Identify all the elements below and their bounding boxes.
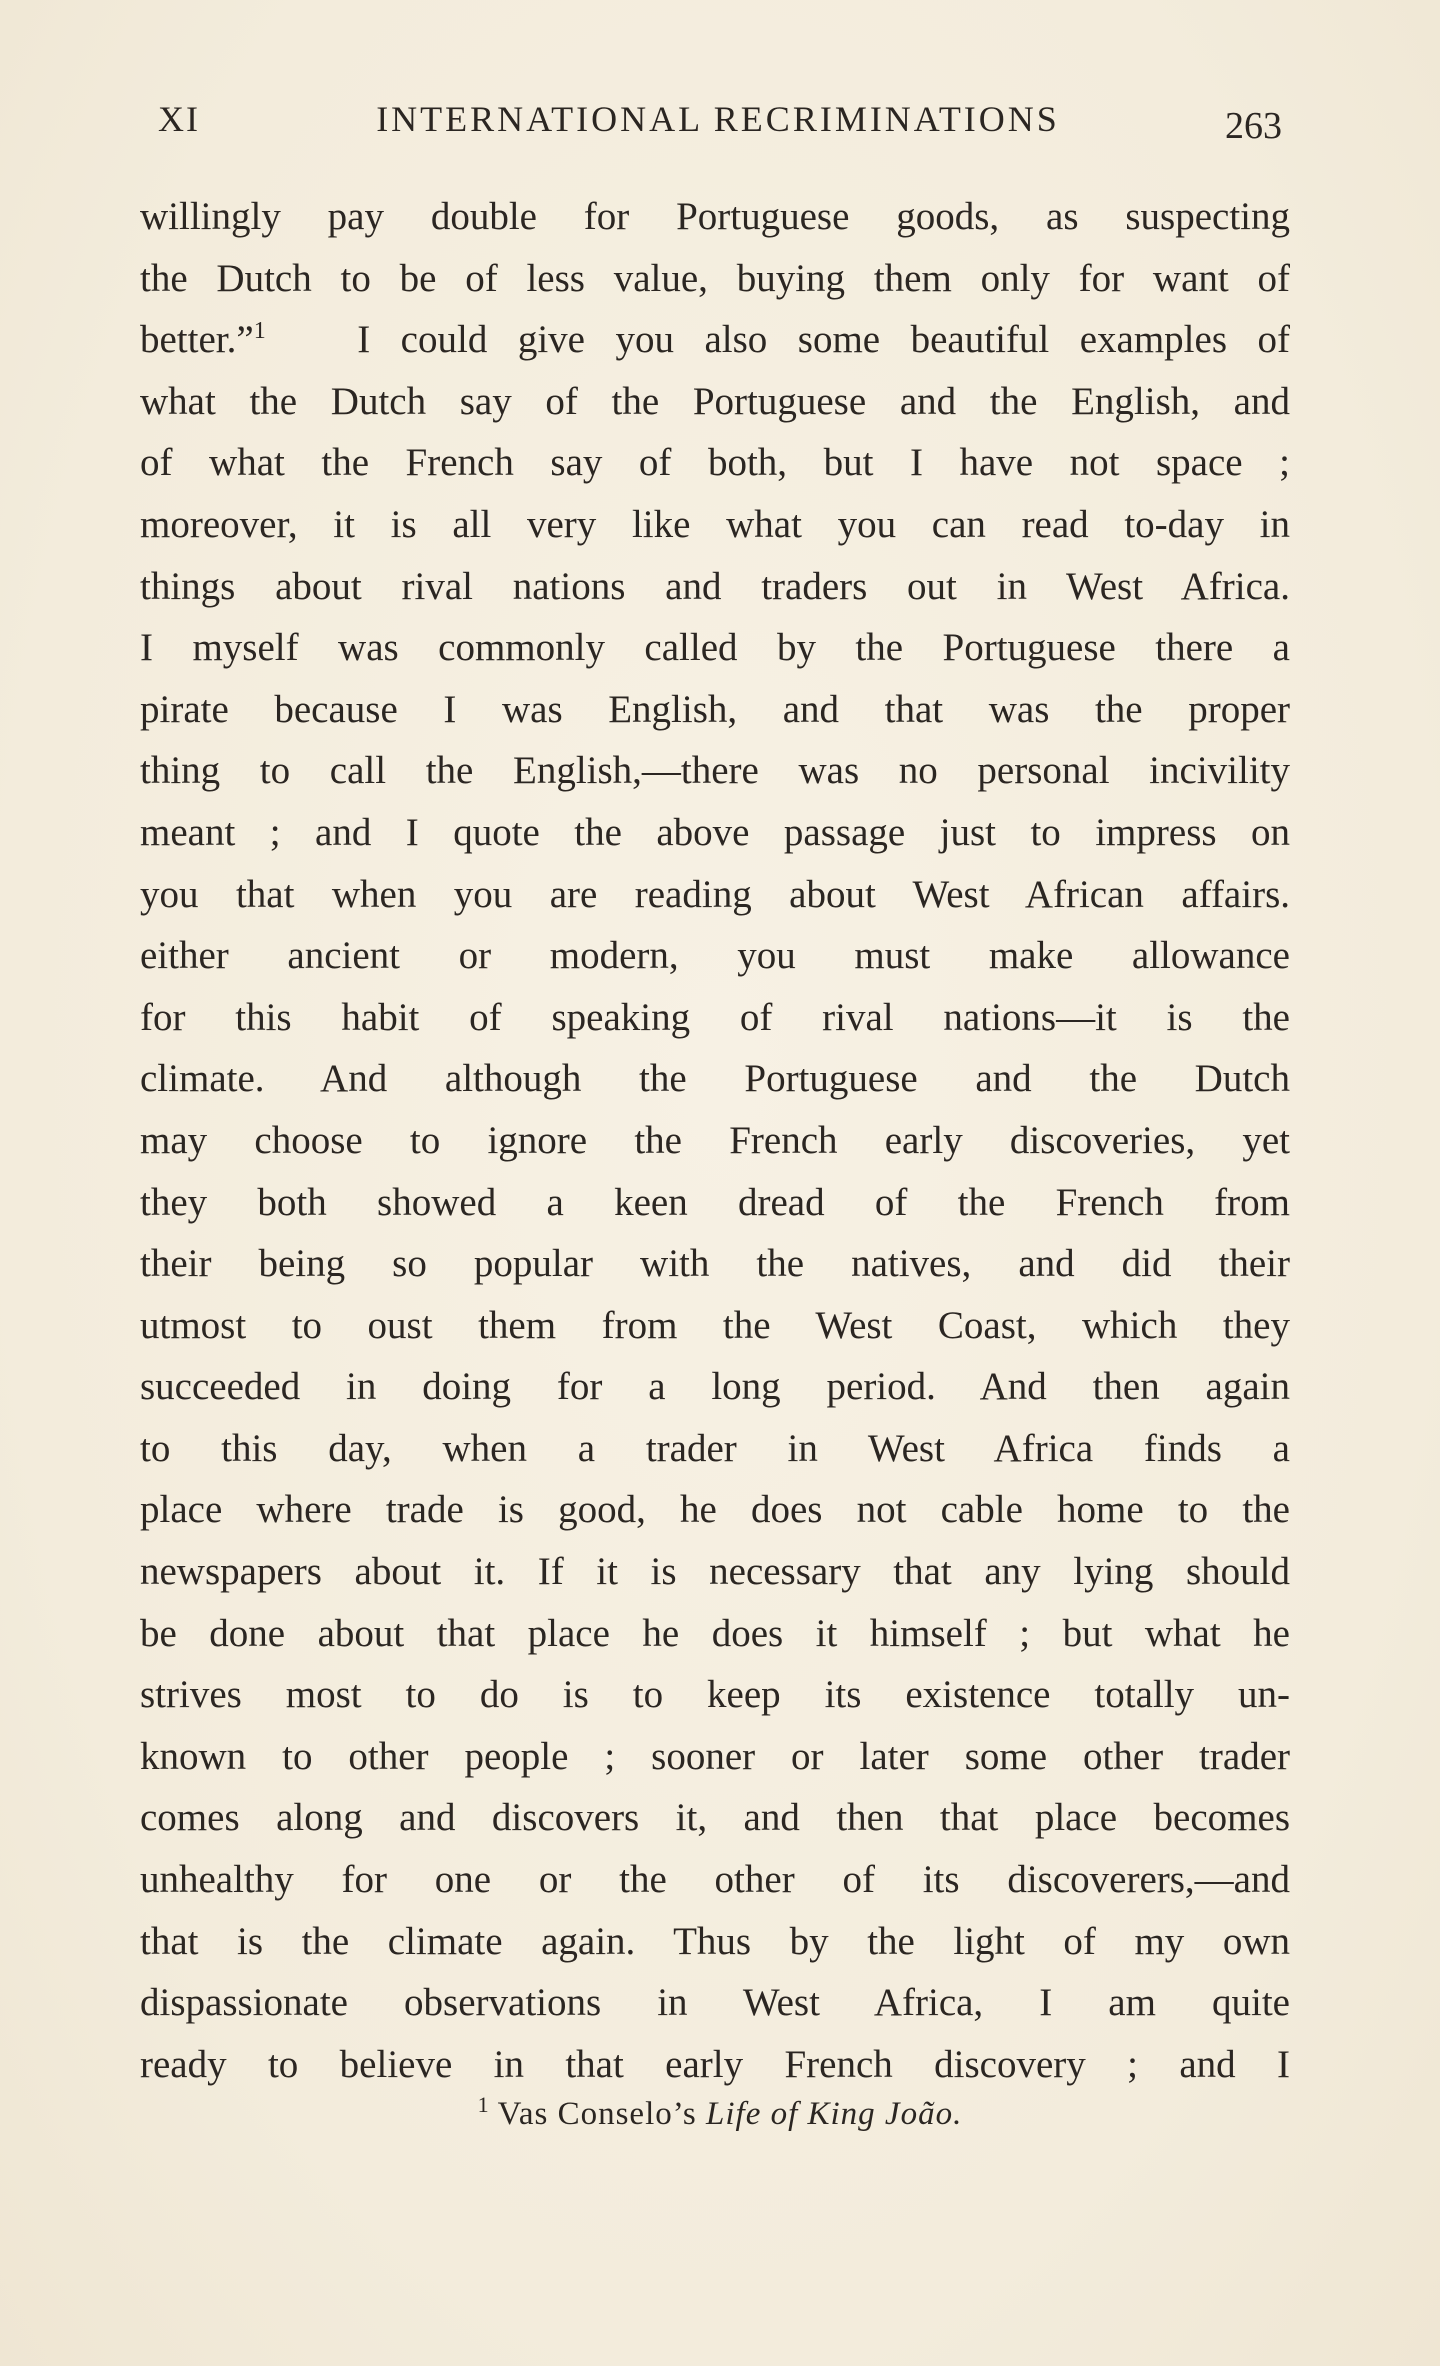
text-line: willingly pay double for Portuguese goods, as suspecting <box>140 195 1290 238</box>
text-line: known to other people ; sooner or later some other trader <box>140 1734 1290 1778</box>
text-line: they both showed a keen dread of the French from <box>140 1180 1290 1224</box>
text-line: pirate because I was English, and that was the proper <box>140 687 1290 731</box>
body-text <box>140 186 1290 2095</box>
text-line: you that when you are reading about West African affairs. <box>140 872 1290 916</box>
text-line: to this day, when a trader in West Africa finds a <box>140 1426 1290 1470</box>
text-line: comes along and discovers it, and then that place becomes <box>140 1796 1290 1840</box>
text-line: unhealthy for one or the other of its discoverers,—and <box>140 1858 1290 1902</box>
text-line: for this habit of speaking of rival nations—it is the <box>140 995 1290 1039</box>
text-line: be done about that place he does it himself ; but what he <box>140 1611 1290 1655</box>
text-fragment: better.” <box>140 318 254 362</box>
footnote-book-title: Life of King João. <box>706 2096 963 2132</box>
running-header <box>150 98 1286 158</box>
footnote-author: Vas Conselo’s <box>497 2096 697 2132</box>
text-line: dispassionate observations in West Africa, I am quite <box>140 1981 1290 2025</box>
text-line: things about rival nations and traders out in West Africa. <box>140 564 1290 608</box>
text-line: place where trade is good, he does not cable home to the <box>140 1488 1290 1532</box>
text-line: newspapers about it. If it is necessary that any lying should <box>140 1550 1290 1594</box>
text-line <box>140 309 1290 371</box>
text-line: utmost to oust them from the West Coast, which they <box>140 1303 1290 1347</box>
text-line: may choose to ignore the French early discoveries, yet <box>140 1118 1290 1162</box>
text-line: that is the climate again. Thus by the light of my own <box>140 1919 1290 1963</box>
text-line: succeeded in doing for a long period. And then again <box>140 1365 1290 1409</box>
footnote-reference: 1 <box>253 318 266 345</box>
footnote-marker: 1 <box>477 2092 490 2117</box>
text-line: strives most to do is to keep its existence totally un- <box>140 1673 1290 1717</box>
footnote <box>0 2092 1440 2133</box>
text-line: climate. And although the Portuguese and the Dutch <box>140 1057 1290 1101</box>
text-line: of what the French say of both, but I have not space ; <box>140 441 1290 485</box>
text-line: the Dutch to be of less value, buying them only for want of <box>140 256 1290 300</box>
text-line: their being so popular with the natives, and did their <box>140 1242 1290 1286</box>
text-fragment: I could give you also some beautiful examples of <box>357 318 1290 362</box>
text-line: what the Dutch say of the Portuguese and the English, and <box>140 379 1290 423</box>
text-line: meant ; and I quote the above passage just to impress on <box>140 810 1290 854</box>
running-title: INTERNATIONAL RECRIMINATIONS <box>376 99 1060 139</box>
text-line: I myself was commonly called by the Portuguese there a <box>140 626 1290 670</box>
chapter-number: XI <box>158 99 200 139</box>
text-line: either ancient or modern, you must make allowance <box>140 934 1290 978</box>
page-number: 263 <box>1225 105 1282 147</box>
text-line: moreover, it is all very like what you can read to-day in <box>140 502 1290 546</box>
text-line: thing to call the English,—there was no personal incivility <box>140 749 1290 793</box>
text-line: ready to believe in that early French discovery ; and I <box>140 2042 1290 2086</box>
